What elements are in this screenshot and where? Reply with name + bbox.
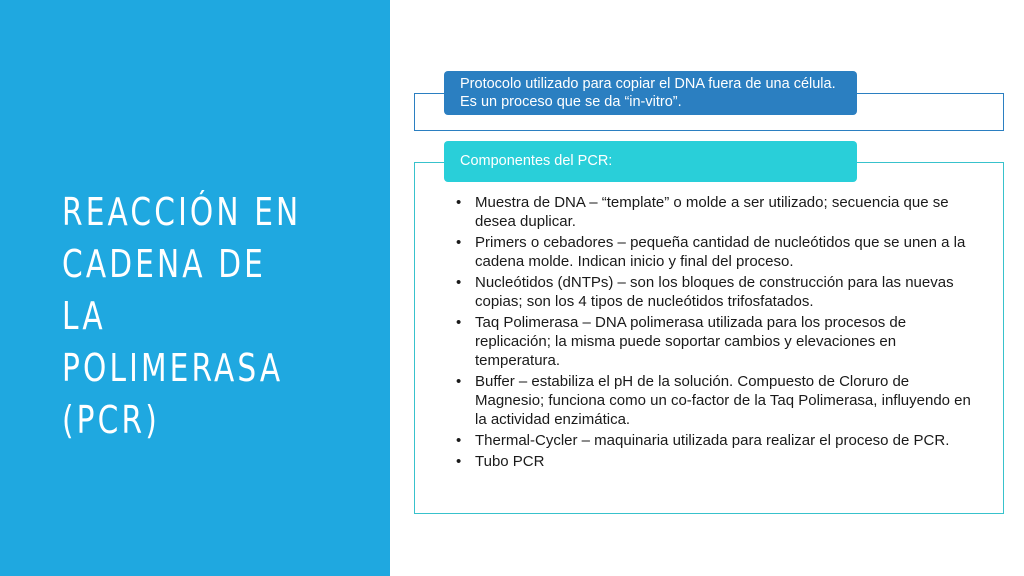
list-item-text: Taq Polimerasa – DNA polimerasa utilizada para los procesos de replicación; la misma puede soportar cambios y elevaciones en temperatura. (475, 314, 907, 369)
bullet-icon: • (456, 314, 462, 331)
bullet-icon: • (456, 373, 462, 390)
slide-title: REACCIÓN EN CADENA DE LA POLIMERASA (PCR) (62, 190, 302, 442)
bullet-icon: • (456, 453, 462, 470)
bullet-icon: • (456, 432, 462, 449)
list-item (456, 372, 976, 429)
bullet-icon: • (456, 194, 462, 211)
bullet-icon: • (456, 234, 462, 251)
list-item-text: Nucleótidos (dNTPs) – son los bloques de construcción para las nuevas copias; son los 4 tipos de nucleótidos trifosfatados. (475, 274, 954, 310)
components-list (456, 193, 976, 473)
definition-header: Protocolo utilizado para copiar el DNA fuera de una célula. Es un proceso que se da “in-vitro”. (444, 71, 857, 115)
title-panel (0, 0, 390, 576)
list-item (456, 273, 976, 311)
list-item-text: Buffer – estabiliza el pH de la solución. Compuesto de Cloruro de Magnesio; funciona como un co-factor de la Taq Polimerasa, influyendo en la actividad enzimática. (475, 373, 971, 428)
list-item (456, 431, 976, 450)
list-item-text: Tubo PCR (475, 453, 545, 470)
components-header: Componentes del PCR: (444, 141, 857, 182)
list-item-text: Muestra de DNA – “template” o molde a ser utilizado; secuencia que se desea duplicar. (475, 194, 949, 230)
list-item (456, 452, 976, 471)
list-item-text: Primers o cebadores – pequeña cantidad de nucleótidos que se unen a la cadena molde. Indican inicio y final del proceso. (475, 234, 966, 270)
bullet-icon: • (456, 274, 462, 291)
list-item-text: Thermal-Cycler – maquinaria utilizada para realizar el proceso de PCR. (475, 432, 950, 449)
list-item (456, 193, 976, 231)
list-item (456, 313, 976, 370)
list-item (456, 233, 976, 271)
